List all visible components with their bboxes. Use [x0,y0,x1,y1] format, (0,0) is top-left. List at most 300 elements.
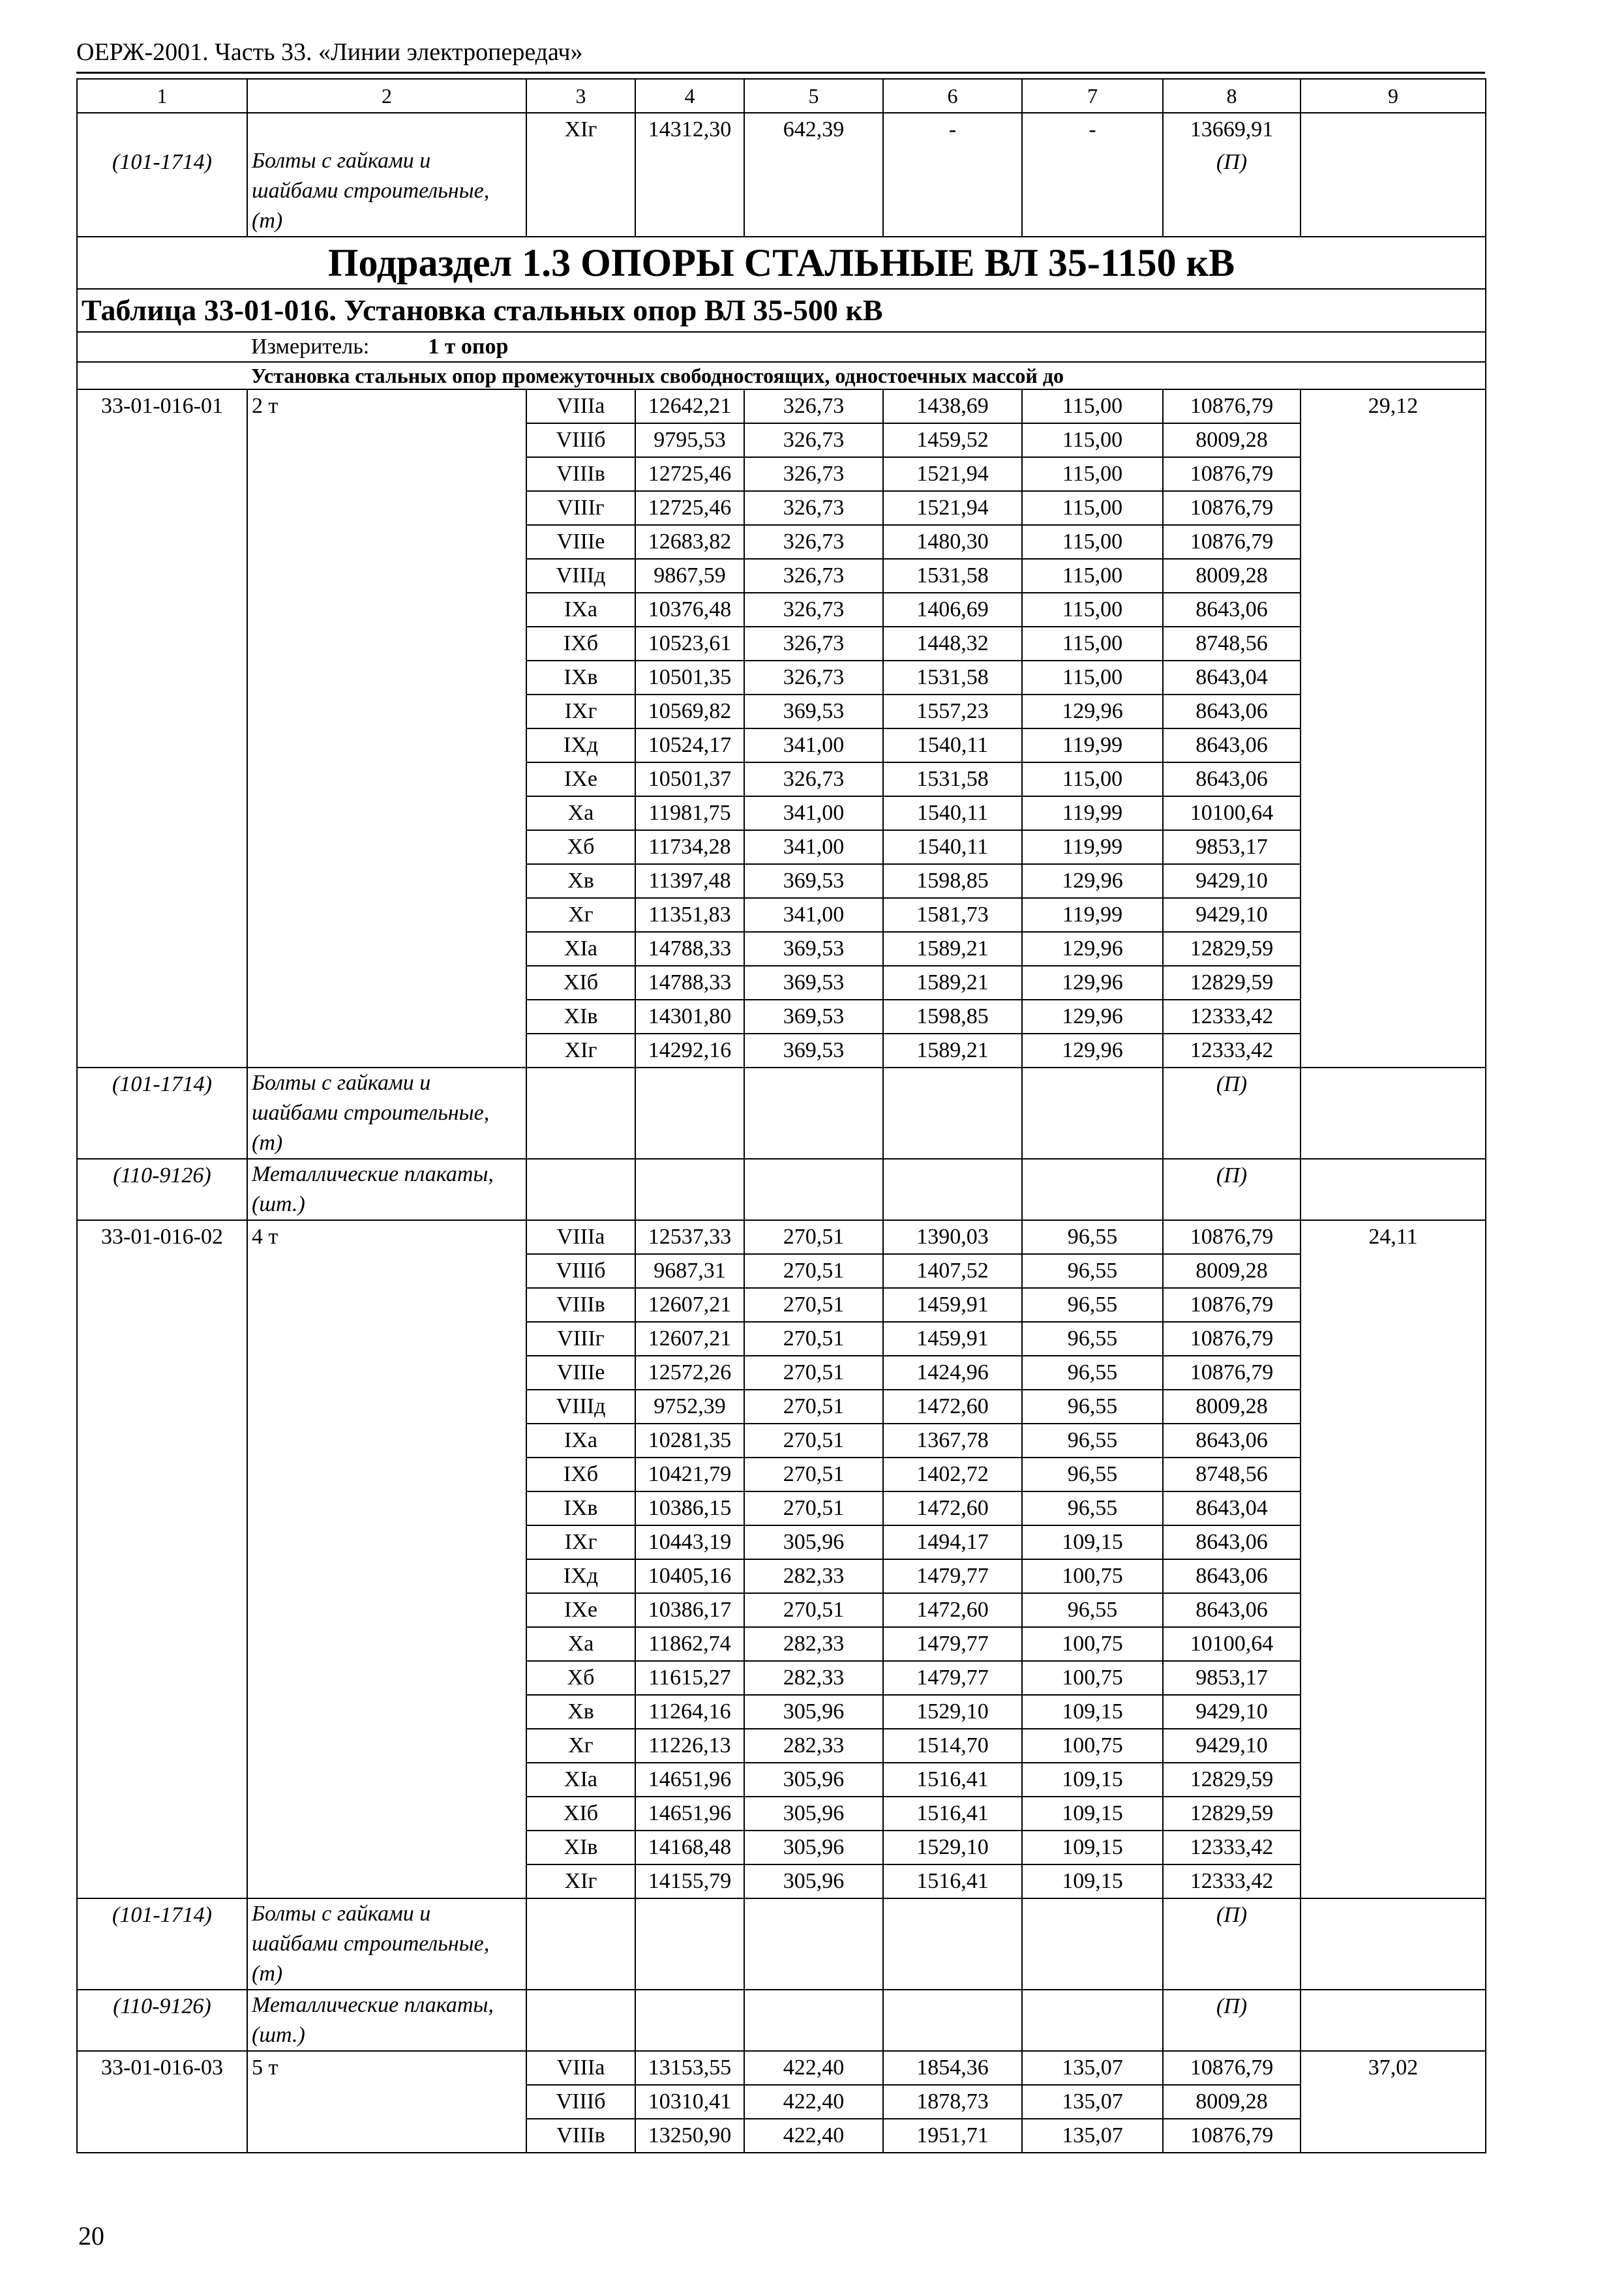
page-header: ОЕРЖ-2001. Часть 33. «Линии электропередач» [76,38,583,66]
empty-cell [744,1159,883,1220]
labor-cost-cell: 305,96 [744,1831,883,1864]
material-cost-cell: 12829,59 [1163,1763,1301,1797]
region-cell: VIIIг [526,491,635,525]
empty-cell [1301,1898,1486,1990]
meter-row [77,332,1486,362]
region-cell: VIIIд [526,559,635,593]
machine-cost-cell: 1448,32 [883,627,1022,661]
labor-cost-cell: 305,96 [744,1695,883,1729]
empty-cell [744,1898,883,1990]
labor-cost-cell: 305,96 [744,1525,883,1559]
column-number: 7 [1022,79,1163,113]
material-cost-cell: 8643,06 [1163,1424,1301,1458]
machine-cost-cell: 1531,58 [883,661,1022,695]
driver-wage-cell: 119,99 [1022,830,1163,864]
region-cell: XIв [526,1831,635,1864]
material-cost-cell: 8748,56 [1163,627,1301,661]
material-cost-cell: 8009,28 [1163,1254,1301,1288]
region-cell: VIIIб [526,423,635,457]
region-cell: IXг [526,1525,635,1559]
material-cost-cell: 8643,06 [1163,1525,1301,1559]
carry-c4: 14312,30 [635,113,744,237]
carry-over-row [77,113,1486,237]
labor-cost-cell: 270,51 [744,1424,883,1458]
labor-cost-cell: 326,73 [744,627,883,661]
direct-cost-cell: 9795,53 [635,423,744,457]
resource-code: (101-1714) [77,1898,247,1990]
driver-wage-cell: 96,55 [1022,1491,1163,1525]
empty-cell [744,1068,883,1159]
material-cost-cell: 10876,79 [1163,1288,1301,1322]
machine-cost-cell: 1557,23 [883,695,1022,728]
empty-cell [635,1898,744,1990]
direct-cost-cell: 10386,15 [635,1491,744,1525]
machine-cost-cell: 1479,77 [883,1661,1022,1695]
empty-cell [635,1159,744,1220]
region-cell: VIIIд [526,1390,635,1424]
material-cost-cell: 10876,79 [1163,491,1301,525]
resource-code: (101-1714) [77,1068,247,1159]
rates-table [76,78,1486,2153]
machine-cost-cell: 1589,21 [883,932,1022,966]
table-row [77,1220,1486,1254]
driver-wage-cell: 115,00 [1022,525,1163,559]
resource-code: (101-1714) [112,150,212,174]
driver-wage-cell: 96,55 [1022,1458,1163,1491]
direct-cost-cell: 10376,48 [635,593,744,627]
labor-cost-cell: 270,51 [744,1593,883,1627]
region-cell: VIIIв [526,1288,635,1322]
region-cell: Xг [526,898,635,932]
machine-cost-cell: 1531,58 [883,559,1022,593]
machine-cost-cell: 1402,72 [883,1458,1022,1491]
empty-cell [1022,1898,1163,1990]
driver-wage-cell: 109,15 [1022,1831,1163,1864]
driver-wage-cell: 109,15 [1022,1695,1163,1729]
machine-cost-cell: 1598,85 [883,1000,1022,1034]
direct-cost-cell: 9867,59 [635,559,744,593]
rate-code: 33-01-016-01 [77,389,247,1068]
column-number: 8 [1163,79,1301,113]
driver-wage-cell: 115,00 [1022,661,1163,695]
resource-code: (110-9126) [77,1990,247,2051]
direct-cost-cell: 10421,79 [635,1458,744,1491]
region-cell: Xб [526,830,635,864]
direct-cost-cell: 12607,21 [635,1322,744,1356]
column-number: 1 [77,79,247,113]
labor-cost-cell: 326,73 [744,389,883,423]
direct-cost-cell: 10523,61 [635,627,744,661]
empty-cell [526,1068,635,1159]
direct-cost-cell: 11734,28 [635,830,744,864]
machine-cost-cell: 1438,69 [883,389,1022,423]
direct-cost-cell: 9752,39 [635,1390,744,1424]
region-cell: IXе [526,762,635,796]
region-cell: VIIIе [526,1356,635,1390]
machine-cost-cell: 1531,58 [883,762,1022,796]
labor-cost-cell: 270,51 [744,1390,883,1424]
labor-cost-cell: 326,73 [744,457,883,491]
material-cost-cell: 10876,79 [1163,1356,1301,1390]
material-cost-cell: 10876,79 [1163,2119,1301,2153]
region-cell: Xа [526,1627,635,1661]
direct-cost-cell: 12725,46 [635,491,744,525]
machine-cost-cell: 1459,52 [883,423,1022,457]
rate-mass: 2 т [247,389,526,1068]
material-cost-cell: 8643,06 [1163,728,1301,762]
region-cell: IXв [526,661,635,695]
driver-wage-cell: 135,07 [1022,2085,1163,2119]
labor-cost-cell: 369,53 [744,1000,883,1034]
region-cell: Xа [526,796,635,830]
machine-cost-cell: 1529,10 [883,1695,1022,1729]
direct-cost-cell: 14168,48 [635,1831,744,1864]
table-title-row [77,289,1486,332]
region-cell: XIа [526,1763,635,1797]
driver-wage-cell: 129,96 [1022,864,1163,898]
meter-value: 1 т опор [428,335,509,359]
driver-wage-cell: 109,15 [1022,1763,1163,1797]
empty-cell [526,1898,635,1990]
group-title-row [77,362,1486,389]
column-number: 3 [526,79,635,113]
driver-wage-cell: 129,96 [1022,1000,1163,1034]
driver-wage-cell: 115,00 [1022,593,1163,627]
material-cost-cell: 12829,59 [1163,966,1301,1000]
labor-hours-cell: 37,02 [1301,2051,1486,2153]
region-cell: IXв [526,1491,635,1525]
machine-cost-cell: 1516,41 [883,1763,1022,1797]
direct-cost-cell: 11351,83 [635,898,744,932]
direct-cost-cell: 14292,16 [635,1034,744,1068]
resource-row [77,1990,1486,2051]
direct-cost-cell: 14788,33 [635,966,744,1000]
material-cost-cell: 9429,10 [1163,1695,1301,1729]
driver-wage-cell: 115,00 [1022,389,1163,423]
region-cell: Xв [526,864,635,898]
machine-cost-cell: 1406,69 [883,593,1022,627]
material-cost-cell: 9429,10 [1163,1729,1301,1763]
material-cost-cell: 8009,28 [1163,559,1301,593]
machine-cost-cell: 1540,11 [883,830,1022,864]
labor-cost-cell: 341,00 [744,830,883,864]
material-cost-cell: 9853,17 [1163,1661,1301,1695]
labor-cost-cell: 341,00 [744,728,883,762]
direct-cost-cell: 12683,82 [635,525,744,559]
labor-cost-cell: 270,51 [744,1491,883,1525]
region-cell: IXд [526,1559,635,1593]
driver-wage-cell: 100,75 [1022,1627,1163,1661]
direct-cost-cell: 10501,35 [635,661,744,695]
driver-wage-cell: 96,55 [1022,1356,1163,1390]
labor-cost-cell: 422,40 [744,2119,883,2153]
rate-mass: 4 т [247,1220,526,1898]
machine-cost-cell: 1540,11 [883,796,1022,830]
driver-wage-cell: 115,00 [1022,491,1163,525]
group-title: Установка стальных опор промежуточных свободностоящих, одностоечных массой до [77,362,1486,389]
direct-cost-cell: 9687,31 [635,1254,744,1288]
machine-cost-cell: 1472,60 [883,1491,1022,1525]
material-cost-cell: 8643,04 [1163,661,1301,695]
material-cost-cell: 10100,64 [1163,1627,1301,1661]
region-cell: IXа [526,593,635,627]
region-cell: VIIIб [526,1254,635,1288]
region-cell: XIб [526,1797,635,1831]
direct-cost-cell: 10524,17 [635,728,744,762]
labor-cost-cell: 422,40 [744,2085,883,2119]
driver-wage-cell: 129,96 [1022,966,1163,1000]
carry-c8: 13669,91 [1190,117,1274,142]
resource-mark: (П) [1216,150,1248,174]
column-number: 4 [635,79,744,113]
machine-cost-cell: 1598,85 [883,864,1022,898]
labor-cost-cell: 422,40 [744,2051,883,2085]
region-cell: VIIIг [526,1322,635,1356]
labor-cost-cell: 326,73 [744,423,883,457]
region-cell: VIIIв [526,2119,635,2153]
empty-cell [883,1159,1022,1220]
material-cost-cell: 9853,17 [1163,830,1301,864]
region-cell: VIIIб [526,2085,635,2119]
driver-wage-cell: 109,15 [1022,1525,1163,1559]
direct-cost-cell: 10501,37 [635,762,744,796]
driver-wage-cell: 96,55 [1022,1220,1163,1254]
column-number: 5 [744,79,883,113]
machine-cost-cell: 1854,36 [883,2051,1022,2085]
region-cell: Xг [526,1729,635,1763]
machine-cost-cell: 1878,73 [883,2085,1022,2119]
direct-cost-cell: 14788,33 [635,932,744,966]
material-cost-cell: 8643,04 [1163,1491,1301,1525]
labor-cost-cell: 270,51 [744,1288,883,1322]
resource-mark: (П) [1163,1159,1301,1220]
driver-wage-cell: 96,55 [1022,1390,1163,1424]
direct-cost-cell: 10310,41 [635,2085,744,2119]
rate-mass: 5 т [247,2051,526,2153]
material-cost-cell: 8748,56 [1163,1458,1301,1491]
region-cell: XIб [526,966,635,1000]
column-numbers-row [77,79,1486,113]
direct-cost-cell: 14651,96 [635,1763,744,1797]
column-number: 9 [1301,79,1486,113]
rate-code: 33-01-016-02 [77,1220,247,1898]
material-cost-cell: 10876,79 [1163,1220,1301,1254]
driver-wage-cell: 115,00 [1022,423,1163,457]
material-cost-cell: 10876,79 [1163,2051,1301,2085]
empty-cell [883,1898,1022,1990]
material-cost-cell: 10876,79 [1163,1322,1301,1356]
labor-cost-cell: 270,51 [744,1356,883,1390]
direct-cost-cell: 12725,46 [635,457,744,491]
empty-cell [635,1068,744,1159]
driver-wage-cell: 96,55 [1022,1593,1163,1627]
material-cost-cell: 10876,79 [1163,525,1301,559]
empty-cell [1301,1990,1486,2051]
column-number: 6 [883,79,1022,113]
carry-c7: - [1022,113,1163,237]
labor-cost-cell: 282,33 [744,1559,883,1593]
driver-wage-cell: 129,96 [1022,695,1163,728]
resource-code: (110-9126) [77,1159,247,1220]
machine-cost-cell: 1581,73 [883,898,1022,932]
region-cell: XIг [526,1864,635,1898]
region-cell: IXа [526,1424,635,1458]
material-cost-cell: 8643,06 [1163,593,1301,627]
driver-wage-cell: 135,07 [1022,2119,1163,2153]
material-cost-cell: 8643,06 [1163,762,1301,796]
material-cost-cell: 8009,28 [1163,423,1301,457]
labor-cost-cell: 326,73 [744,593,883,627]
empty-cell [883,1990,1022,2051]
material-cost-cell: 10876,79 [1163,457,1301,491]
direct-cost-cell: 10569,82 [635,695,744,728]
labor-hours-cell: 29,12 [1301,389,1486,1068]
machine-cost-cell: 1479,77 [883,1559,1022,1593]
labor-cost-cell: 369,53 [744,932,883,966]
labor-cost-cell: 326,73 [744,525,883,559]
region-cell: IXг [526,695,635,728]
direct-cost-cell: 10281,35 [635,1424,744,1458]
machine-cost-cell: 1951,71 [883,2119,1022,2153]
region-cell: IXб [526,1458,635,1491]
direct-cost-cell: 12642,21 [635,389,744,423]
subsection-title: Подраздел 1.3 ОПОРЫ СТАЛЬНЫЕ ВЛ 35-1150 кВ [77,237,1486,289]
region-cell: VIIIв [526,457,635,491]
driver-wage-cell: 135,07 [1022,2051,1163,2085]
empty-cell [526,1159,635,1220]
machine-cost-cell: 1390,03 [883,1220,1022,1254]
driver-wage-cell: 96,55 [1022,1288,1163,1322]
resource-mark: (П) [1163,1990,1301,2051]
resource-text: Металлические плакаты, (шт.) [247,1159,526,1220]
machine-cost-cell: 1459,91 [883,1322,1022,1356]
labor-cost-cell: 305,96 [744,1763,883,1797]
direct-cost-cell: 10405,16 [635,1559,744,1593]
labor-cost-cell: 326,73 [744,661,883,695]
driver-wage-cell: 119,99 [1022,796,1163,830]
labor-cost-cell: 282,33 [744,1661,883,1695]
region-cell: IXе [526,1593,635,1627]
direct-cost-cell: 12537,33 [635,1220,744,1254]
labor-cost-cell: 270,51 [744,1220,883,1254]
empty-cell [526,1990,635,2051]
labor-cost-cell: 270,51 [744,1322,883,1356]
region-cell: XIв [526,1000,635,1034]
region-cell: XIг [526,1034,635,1068]
region-cell: VIIIа [526,2051,635,2085]
driver-wage-cell: 96,55 [1022,1322,1163,1356]
page-number: 20 [78,2221,104,2251]
material-cost-cell: 10100,64 [1163,796,1301,830]
region-cell: Xб [526,1661,635,1695]
resource-text: Металлические плакаты, (шт.) [247,1990,526,2051]
labor-cost-cell: 369,53 [744,864,883,898]
machine-cost-cell: 1424,96 [883,1356,1022,1390]
labor-cost-cell: 282,33 [744,1627,883,1661]
header-rule [76,72,1485,74]
labor-cost-cell: 326,73 [744,559,883,593]
material-cost-cell: 12829,59 [1163,1797,1301,1831]
direct-cost-cell: 10443,19 [635,1525,744,1559]
direct-cost-cell: 12572,26 [635,1356,744,1390]
material-cost-cell: 8643,06 [1163,695,1301,728]
labor-cost-cell: 341,00 [744,898,883,932]
table-row [77,389,1486,423]
empty-cell [1022,1159,1163,1220]
labor-cost-cell: 369,53 [744,966,883,1000]
machine-cost-cell: 1589,21 [883,1034,1022,1068]
direct-cost-cell: 14155,79 [635,1864,744,1898]
machine-cost-cell: 1516,41 [883,1797,1022,1831]
labor-cost-cell: 341,00 [744,796,883,830]
direct-cost-cell: 12607,21 [635,1288,744,1322]
material-cost-cell: 12333,42 [1163,1034,1301,1068]
material-cost-cell: 12829,59 [1163,932,1301,966]
driver-wage-cell: 115,00 [1022,559,1163,593]
table-title: Таблица 33-01-016. Установка стальных опор ВЛ 35-500 кВ [77,289,1486,332]
direct-cost-cell: 13250,90 [635,2119,744,2153]
machine-cost-cell: 1472,60 [883,1390,1022,1424]
resource-row [77,1159,1486,1220]
driver-wage-cell: 115,00 [1022,457,1163,491]
empty-cell [1301,1068,1486,1159]
direct-cost-cell: 10386,17 [635,1593,744,1627]
machine-cost-cell: 1521,94 [883,457,1022,491]
machine-cost-cell: 1407,52 [883,1254,1022,1288]
driver-wage-cell: 109,15 [1022,1797,1163,1831]
machine-cost-cell: 1472,60 [883,1593,1022,1627]
driver-wage-cell: 100,75 [1022,1661,1163,1695]
direct-cost-cell: 11615,27 [635,1661,744,1695]
material-cost-cell: 12333,42 [1163,1831,1301,1864]
direct-cost-cell: 13153,55 [635,2051,744,2085]
region-cell: IXб [526,627,635,661]
column-number: 2 [247,79,526,113]
driver-wage-cell: 119,99 [1022,898,1163,932]
empty-cell [883,1068,1022,1159]
material-cost-cell: 10876,79 [1163,389,1301,423]
empty-cell [1301,1159,1486,1220]
region-cell: VIIIа [526,389,635,423]
machine-cost-cell: 1589,21 [883,966,1022,1000]
meter-label: Измеритель: [251,335,370,359]
empty-cell [1022,1990,1163,2051]
driver-wage-cell: 100,75 [1022,1729,1163,1763]
material-cost-cell: 8643,06 [1163,1559,1301,1593]
material-cost-cell: 8009,28 [1163,2085,1301,2119]
machine-cost-cell: 1494,17 [883,1525,1022,1559]
driver-wage-cell: 119,99 [1022,728,1163,762]
resource-row [77,1898,1486,1990]
machine-cost-cell: 1521,94 [883,491,1022,525]
direct-cost-cell: 14301,80 [635,1000,744,1034]
subsection-row [77,237,1486,289]
resource-text: Болты с гайками и шайбами строительные, (т) [247,1898,526,1990]
driver-wage-cell: 115,00 [1022,627,1163,661]
carry-c5: 642,39 [744,113,883,237]
resource-text: Болты с гайками и шайбами строительные, (т) [247,1068,526,1159]
direct-cost-cell: 11862,74 [635,1627,744,1661]
machine-cost-cell: 1529,10 [883,1831,1022,1864]
rate-code: 33-01-016-03 [77,2051,247,2153]
direct-cost-cell: 11981,75 [635,796,744,830]
resource-mark: (П) [1163,1898,1301,1990]
machine-cost-cell: 1516,41 [883,1864,1022,1898]
resource-row [77,1068,1486,1159]
region-cell: VIIIе [526,525,635,559]
region-cell: IXд [526,728,635,762]
driver-wage-cell: 96,55 [1022,1424,1163,1458]
